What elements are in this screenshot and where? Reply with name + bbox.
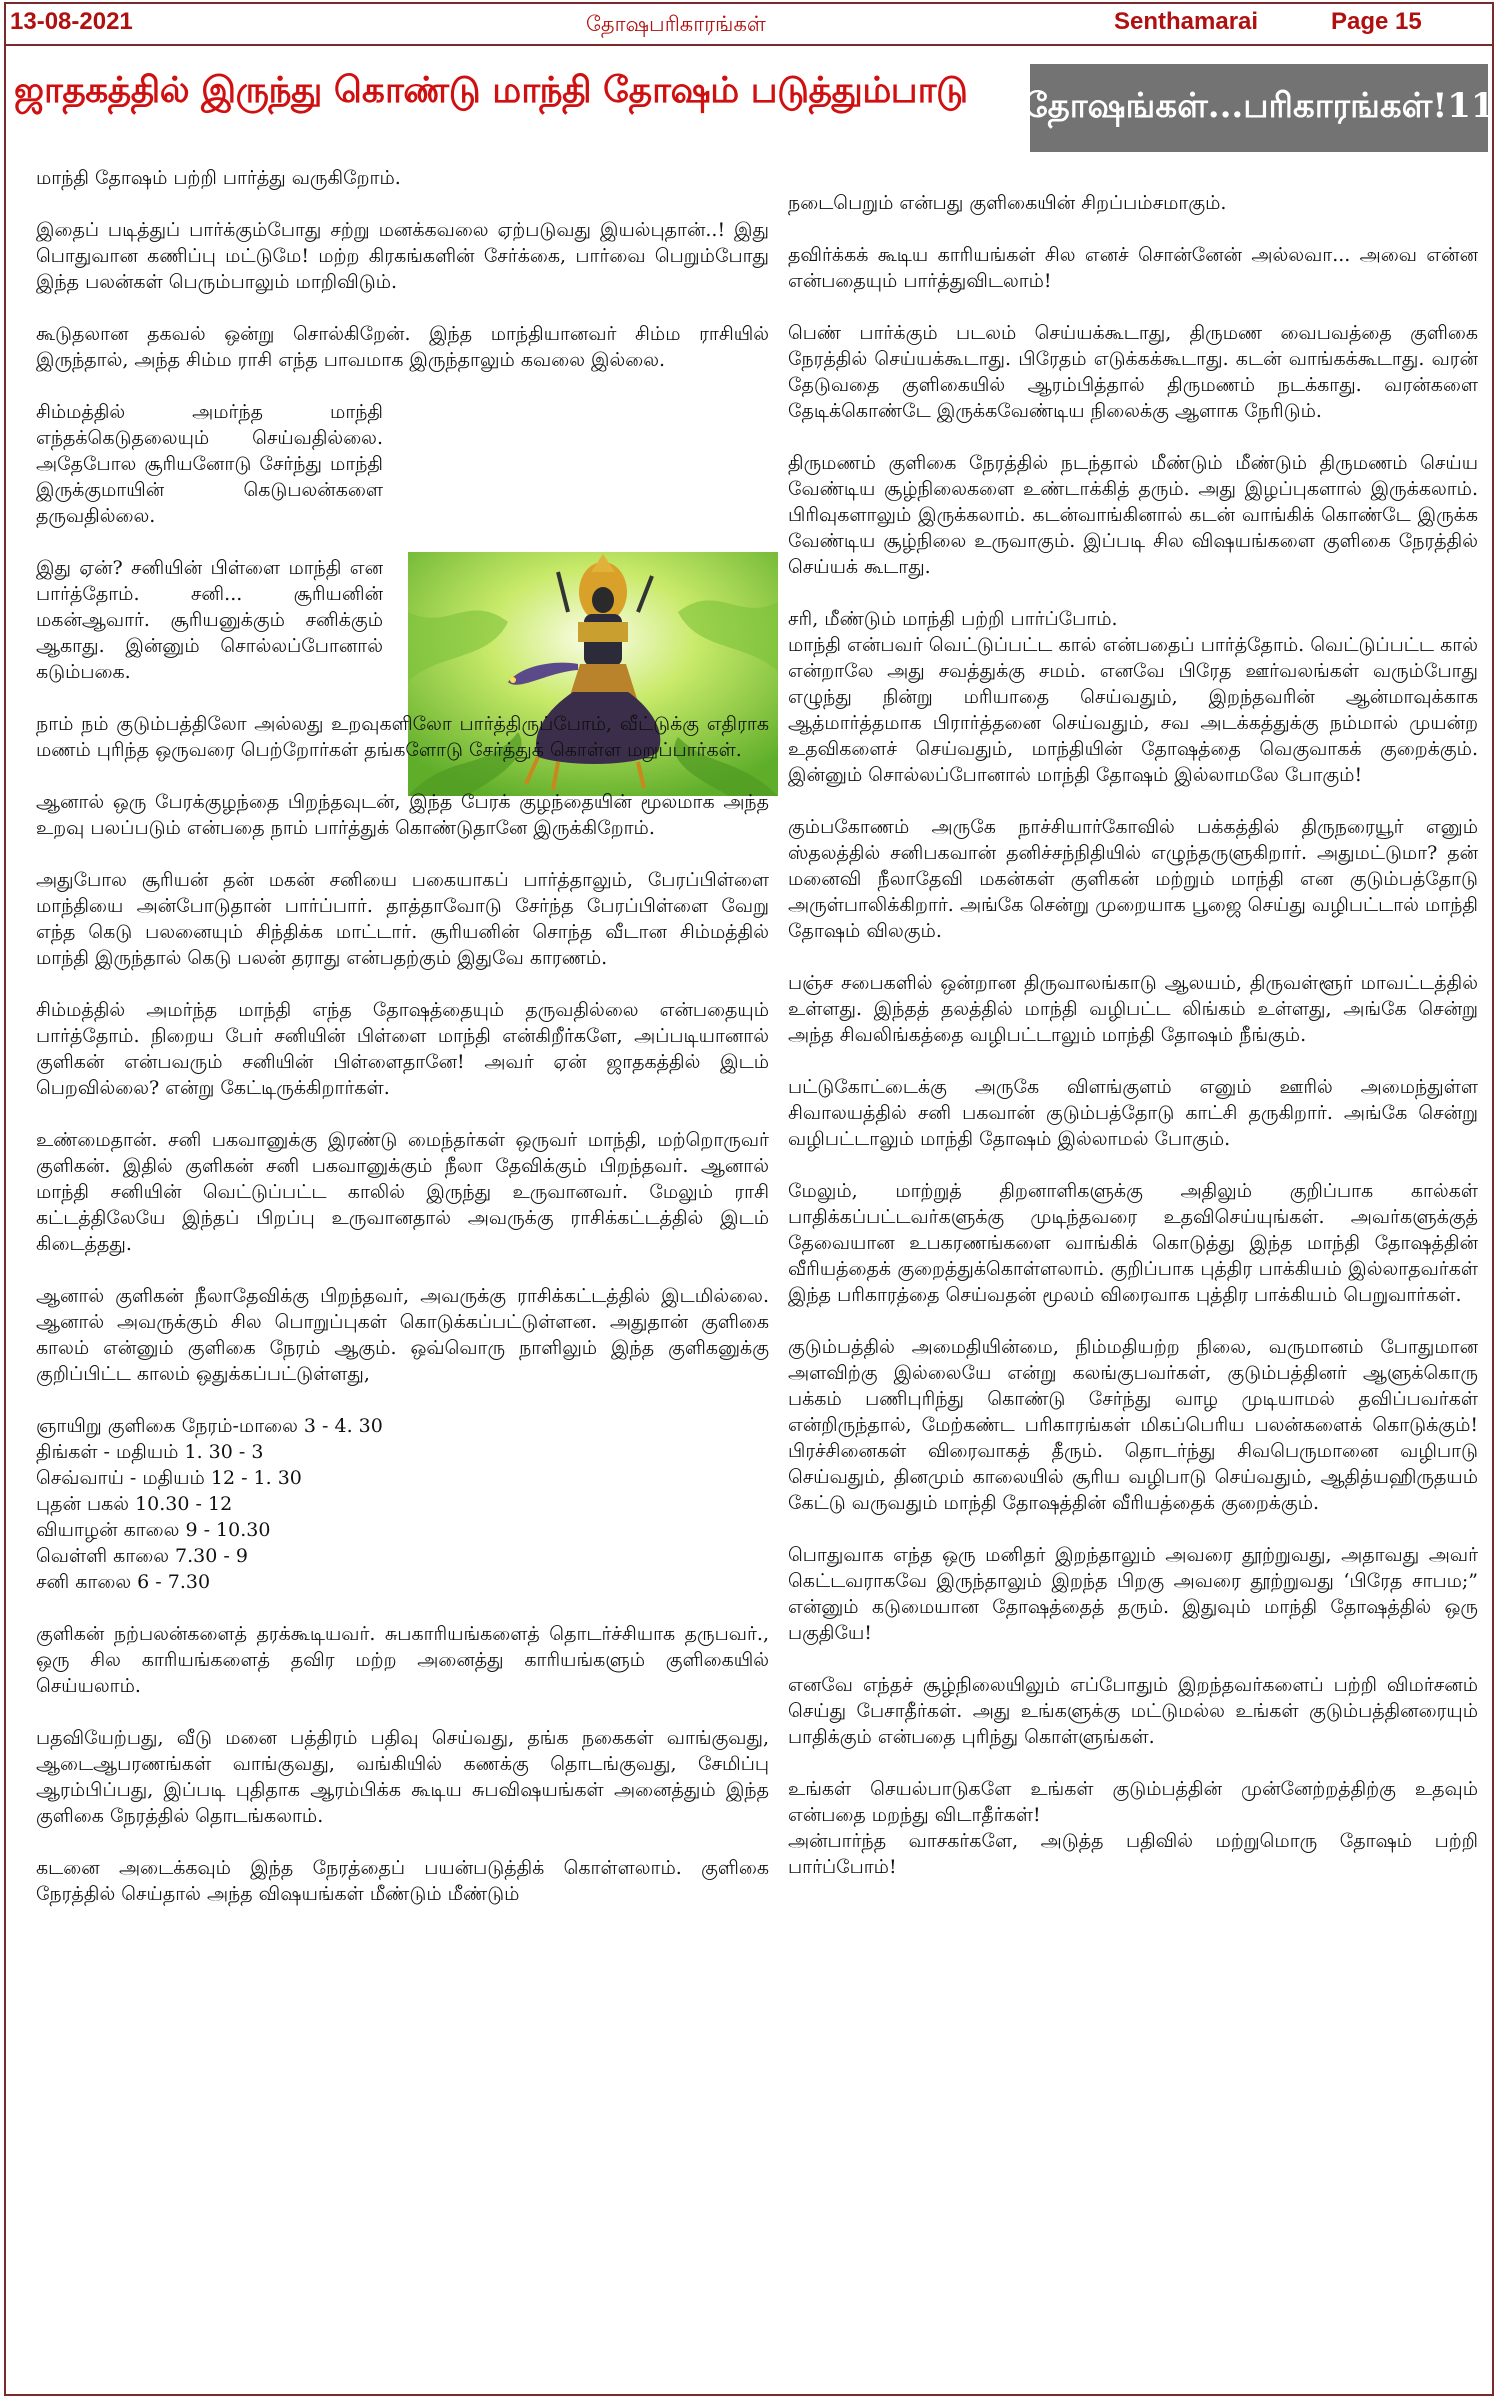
paragraph: பஞ்ச சபைகளில் ஒன்றான திருவாலங்காடு ஆலயம், திருவள்ளூர் மாவட்டத்தில் உள்ளது. இந்தத் தலத்தில் மாந்தி வழிபட்ட லிங்கம் உள்ளது, அங்கே சென்று அந்த சிவலிங்கத்தை வழிபட்டாலும் மாந்தி தோஷம் நீங்கும்.: [788, 972, 1478, 1046]
paragraph: பட்டுகோட்டைக்கு அருகே விளங்குளம் எனும் ஊரில் அமைந்துள்ள சிவாலயத்தில் சனி பகவான் குடும்பத்தோடு காட்சி தருகிறார். அங்கே சென்று வழிபட்டாலும் மாந்தி தோஷம் இல்லாமல் போகும்.: [788, 1076, 1478, 1150]
paragraph: இது ஏன்? சனியின் பிள்ளை மாந்தி என பார்த்தோம். சனி... சூரியனின் மகன்ஆவார். சூரியனுக்கும் சனிக்கும் ஆகாது. இன்னும் சொல்லப்போனால் கடும்பகை.: [36, 557, 383, 683]
paragraph: திருமணம் குளிகை நேரத்தில் நடந்தால் மீண்டும் மீண்டும் திருமணம் செய்ய வேண்டிய சூழ்நிலைகளை உண்டாக்கித் தரும். அது இழப்புகளால் இருக்கலாம். பிரிவுகளாலும் இருக்கலாம். கடன்வாங்கினால் கடன் வாங்கிக் கொண்டே இருக்க வேண்டிய சூழ்நிலை உருவாகும். இப்படி சில விஷயங்களை குளிகை நேரத்தில் செய்யக் கூடாது.: [788, 452, 1478, 578]
schedule-item: வியாழன் காலை 9 - 10.30: [36, 1519, 271, 1541]
paragraph: பெண் பார்க்கும் படலம் செய்யக்கூடாது, திருமண வைபவத்தை குளிகை நேரத்தில் செய்யக்கூடாது. பிரேதம் எடுக்கக்கூடாது. கடன் வாங்கக்கூடாது. வரன் தேடுவதை குளிகையில் ஆரம்பித்தால் திருமணம் நடக்காது. வரன்களை தேடிக்கொண்டே இருக்கவேண்டிய நிலைக்கு ஆளாக நேரிடும்.: [788, 322, 1478, 422]
schedule-item: வெள்ளி காலை 7.30 - 9: [36, 1545, 248, 1567]
paragraph: உண்மைதான். சனி பகவானுக்கு இரண்டு மைந்தர்கள் ஒருவர் மாந்தி, மற்றொருவர் குளிகன். இதில் குளிகன் சனி பகவானுக்கும் நீலா தேவிக்கும் பிறந்தவர். ஆனால் மாந்தி சனியின் வெட்டுப்பட்ட காலில் இருந்து உருவானவர். மேலும் ராசி கட்டத்திலேயே இந்தப் பிறப்பு உருவானதால் அவருக்கு ராசிக்கட்டத்தில் இடம் கிடைத்தது.: [36, 1129, 769, 1255]
image-wrap-spacer: [397, 403, 769, 659]
right-column: [788, 190, 1478, 1880]
paragraph: கும்பகோணம் அருகே நாச்சியார்கோவில் பக்கத்தில் திருநரையூர் எனும் ஸ்தலத்தில் சனிபகவான் தனிச்சந்நிதியில் எழுந்தருளுகிறார். அதுமட்டுமா? தன் மனைவி நீலாதேவி மகன்கள் குளிகன் மற்றும் மாந்தி என குடும்பத்தோடு அருள்பாலிக்கிறார். அங்கே சென்று முறையாக பூஜை செய்து வழிபட்டால் மாந்தி தோஷம் விலகும்.: [788, 816, 1478, 942]
issue-date: 13-08-2021: [10, 8, 133, 35]
paragraph: குளிகன் நற்பலன்களைத் தரக்கூடியவர். சுபகாரியங்களைத் தொடர்ச்சியாக தருபவர்., ஒரு சில காரியங்களைத் தவிர மற்ற அனைத்து காரியங்களும் குளிகையில் செய்யலாம்.: [36, 1623, 769, 1697]
paragraph: நாம் நம் குடும்பத்திலோ அல்லது உறவுகளிலோ பார்த்திருப்போம், வீட்டுக்கு எதிராக மணம் புரிந்த ஒருவரை பெற்றோர்கள் தங்களோடு சேர்த்துக் கொள்ள மறுப்பார்கள்.: [36, 713, 769, 761]
paragraph: தவிர்க்கக் கூடிய காரியங்கள் சில எனச் சொன்னேன் அல்லவா... அவை என்ன என்பதையும் பார்த்துவிடலாம்!: [788, 244, 1478, 292]
schedule-item: செவ்வாய் - மதியம் 12 - 1. 30: [36, 1467, 302, 1489]
paragraph: எனவே எந்தச் சூழ்நிலையிலும் எப்போதும் இறந்தவர்களைப் பற்றி விமர்சனம் செய்து பேசாதீர்கள். அது உங்களுக்கு மட்டுமல்ல உங்கள் குடும்பத்தினரையும் பாதிக்கும் என்பதை புரிந்து கொள்ளுங்கள்.: [788, 1674, 1478, 1748]
page-number: Page 15: [1331, 8, 1422, 35]
article-headline: ஜாதகத்தில் இருந்து கொண்டு மாந்தி தோஷம் படுத்தும்பாடு: [14, 70, 968, 111]
paragraph: கூடுதலான தகவல் ஒன்று சொல்கிறேன். இந்த மாந்தியானவர் சிம்ம ராசியில் இருந்தால், அந்த சிம்ம ராசி எந்த பாவமாக இருந்தாலும் கவலை இல்லை.: [36, 323, 769, 371]
schedule-item: சனி காலை 6 - 7.30: [36, 1571, 211, 1593]
paragraph: சிம்மத்தில் அமர்ந்த மாந்தி எந்த தோஷத்தையும் தருவதில்லை என்பதையும் பார்த்தோம். நிறைய பேர் சனியின் பிள்ளை மாந்தி என்கிறீர்களே, அப்படியானால் குளிகன் என்பவரும் சனியின் பிள்ளைதானே! அவர் ஏன் ஜாதகத்தில் இடம் பெறவில்லை? என்று கேட்டிருக்கிறார்கள்.: [36, 999, 769, 1099]
closing-line: அன்பார்ந்த வாசகர்களே, அடுத்த பதிவில் மற்றுமொரு தோஷம் பற்றி பார்ப்போம்!: [788, 1830, 1478, 1878]
series-label: தோஷங்கள்...பரிகாரங்கள்!11: [1030, 64, 1488, 152]
paragraph: ஆனால் ஒரு பேரக்குழந்தை பிறந்தவுடன், இந்த பேரக் குழந்தையின் மூலமாக அந்த உறவு பலப்படும் என்பதை நாம் பார்த்துக் கொண்டுதானே இருக்கிறோம்.: [36, 791, 769, 839]
paragraph-lead: சரி, மீண்டும் மாந்தி பற்றி பார்ப்போம்.: [788, 608, 1118, 630]
paragraph: மேலும், மாற்றுத் திறனாளிகளுக்கு அதிலும் குறிப்பாக கால்கள் பாதிக்கப்பட்டவர்களுக்கு முடிந்தவரை உதவிசெய்யுங்கள். அவர்களுக்குத் தேவையான உபகரணங்களை வாங்கிக் கொடுத்து இந்த மாந்தி தோஷத்தின் வீரியத்தைக் குறைத்துக்கொள்ளலாம். குறிப்பாக புத்திர பாக்கியம் இல்லாதவர்கள் இந்த பரிகாரத்தை செய்வதன் மூலம் விரைவாக புத்திர பாக்கியம் பெறுவார்கள்.: [788, 1180, 1478, 1306]
closing-line: உங்கள் செயல்பாடுகளே உங்கள் குடும்பத்தின் முன்னேற்றத்திற்கு உதவும் என்பதை மறந்து விடாதீர்கள்!: [788, 1778, 1478, 1826]
paragraph: மாந்தி என்பவர் வெட்டுப்பட்ட கால் என்பதைப் பார்த்தோம். வெட்டுப்பட்ட கால் என்றாலே அது சவத்துக்கு சமம். எனவே பிரேத ஊர்வலங்கள் வரும்போது எழுந்து நின்று மரியாதை செய்வதும், இறந்தவரின் ஆன்மாவுக்காக ஆத்மார்த்தமாக பிரார்த்தனை செய்வதும், சவ அடக்கத்துக்கு நம்மால் முயன்ற உதவிகளைச் செய்வதும், மாந்தியின் தோஷத்தை வெகுவாகக் குறைக்கும். இன்னும் சொல்லப்போனால் மாந்தி தோஷம் இல்லாமலே போகும்!: [788, 634, 1478, 786]
paragraph: பதவியேற்பது, வீடு மனை பத்திரம் பதிவு செய்வது, தங்க நகைகள் வாங்குவது, ஆடைஆபரணங்கள் வாங்குவது, வங்கியில் கணக்கு தொடங்குவது, சேமிப்பு ஆரம்பிப்பது, இப்படி புதிதாக ஆரம்பிக்க கூடிய சுபவிஷயங்கள் அனைத்தும் இந்த குளிகை நேரத்தில் தொடங்கலாம்.: [36, 1727, 769, 1827]
paragraph: குடும்பத்தில் அமைதியின்மை, நிம்மதியற்ற நிலை, வருமானம் போதுமான அளவிற்கு இல்லையே என்று கலங்குபவர்கள், குடும்பத்தினர் ஆளுக்கொரு பக்கம் பணிபுரிந்து கொண்டு சேர்ந்து வாழ முடியாமல் தவிப்பவர்கள் என்றிருந்தால், மேற்கண்ட பரிகாரங்கள் மிகப்பெரிய பலன்களைக் கொடுக்கும்! பிரச்சினைகள் விரைவாகத் தீரும். தொடர்ந்து சிவபெருமானை வழிபாடு செய்வதும், தினமும் காலையில் சூரிய வழிபாடு செய்வதும், ஆதித்யஹிருதயம் கேட்டு வருவதும் மாந்தி தோஷத்தின் வீரியத்தைக் குறைக்கும்.: [788, 1336, 1478, 1514]
paragraph: நடைபெறும் என்பது குளிகையின் சிறப்பம்சமாகும்.: [788, 192, 1227, 214]
schedule-item: புதன் பகல் 10.30 - 12: [36, 1493, 233, 1515]
paragraph: இதைப் படித்துப் பார்க்கும்போது சற்று மனக்கவலை ஏற்படுவது இயல்புதான்..! இது பொதுவான கணிப்பு மட்டுமே! மற்ற கிரகங்களின் சேர்க்கை, பார்வை பெறும்போது இந்த பலன்கள் பெரும்பாலும் மாறிவிடும்.: [36, 219, 769, 293]
section-title: தோஷபரிகாரங்கள்: [586, 12, 766, 36]
left-column: [36, 165, 769, 1907]
page-header: [6, 4, 1492, 44]
kuligai-schedule-list: [36, 1413, 769, 1595]
header-rule: [6, 44, 1492, 46]
paragraph: பொதுவாக எந்த ஒரு மனிதர் இறந்தாலும் அவரை தூற்றுவது, அதாவது அவர் கெட்டவராகவே இருந்தாலும் இறந்த பிறகு அவரை தூற்றுவது ‘பிரேத சாபம;” என்னும் கடுமையான தோஷத்தைத் தரும். இதுவும் மாந்தி தோஷத்தில் ஒரு பகுதியே!: [788, 1544, 1478, 1644]
paragraph: சிம்மத்தில் அமர்ந்த மாந்தி எந்தக்கெடுதலையும் செய்வதில்லை. அதேபோல சூரியனோடு சேர்ந்து மாந்தி இருக்குமாயின் கெடுபலன்களை தருவதில்லை.: [36, 401, 383, 527]
paragraph: ஆனால் குளிகன் நீலாதேவிக்கு பிறந்தவர், அவருக்கு ராசிக்கட்டத்தில் இடமில்லை. ஆனால் அவருக்கும் சில பொறுப்புகள் கொடுக்கப்பட்டுள்ளன. அதுதான் குளிகை காலம் என்னும் குளிகை நேரம் ஆகும். ஒவ்வொரு நாளிலும் இந்த குளிகனுக்கு குறிப்பிட்ட காலம் ஒதுக்கப்பட்டுள்ளது,: [36, 1285, 769, 1385]
paragraph: மாந்தி தோஷம் பற்றி பார்த்து வருகிறோம்.: [36, 167, 401, 189]
paragraph: அதுபோல சூரியன் தன் மகன் சனியை பகையாகப் பார்த்தாலும், பேரப்பிள்ளை மாந்தியை அன்போடுதான் பார்ப்பார். தாத்தாவோடு சேர்ந்த பேரப்பிள்ளை வேறு எந்த கெடு பலனையும் சிந்திக்க மாட்டார். சூரியனின் சொந்த வீடான சிம்மத்தில் மாந்தி இருந்தால் கெடு பலன் தராது என்பதற்கும் இதுவே காரணம்.: [36, 869, 769, 969]
paragraph: கடனை அடைக்கவும் இந்த நேரத்தைப் பயன்படுத்திக் கொள்ளலாம். குளிகை நேரத்தில் செய்தால் அந்த விஷயங்கள் மீண்டும் மீண்டும்: [36, 1857, 769, 1905]
publication-name: Senthamarai: [1114, 8, 1259, 35]
schedule-item: திங்கள் - மதியம் 1. 30 - 3: [36, 1441, 264, 1463]
schedule-item: ஞாயிறு குளிகை நேரம்-மாலை 3 - 4. 30: [36, 1415, 383, 1437]
